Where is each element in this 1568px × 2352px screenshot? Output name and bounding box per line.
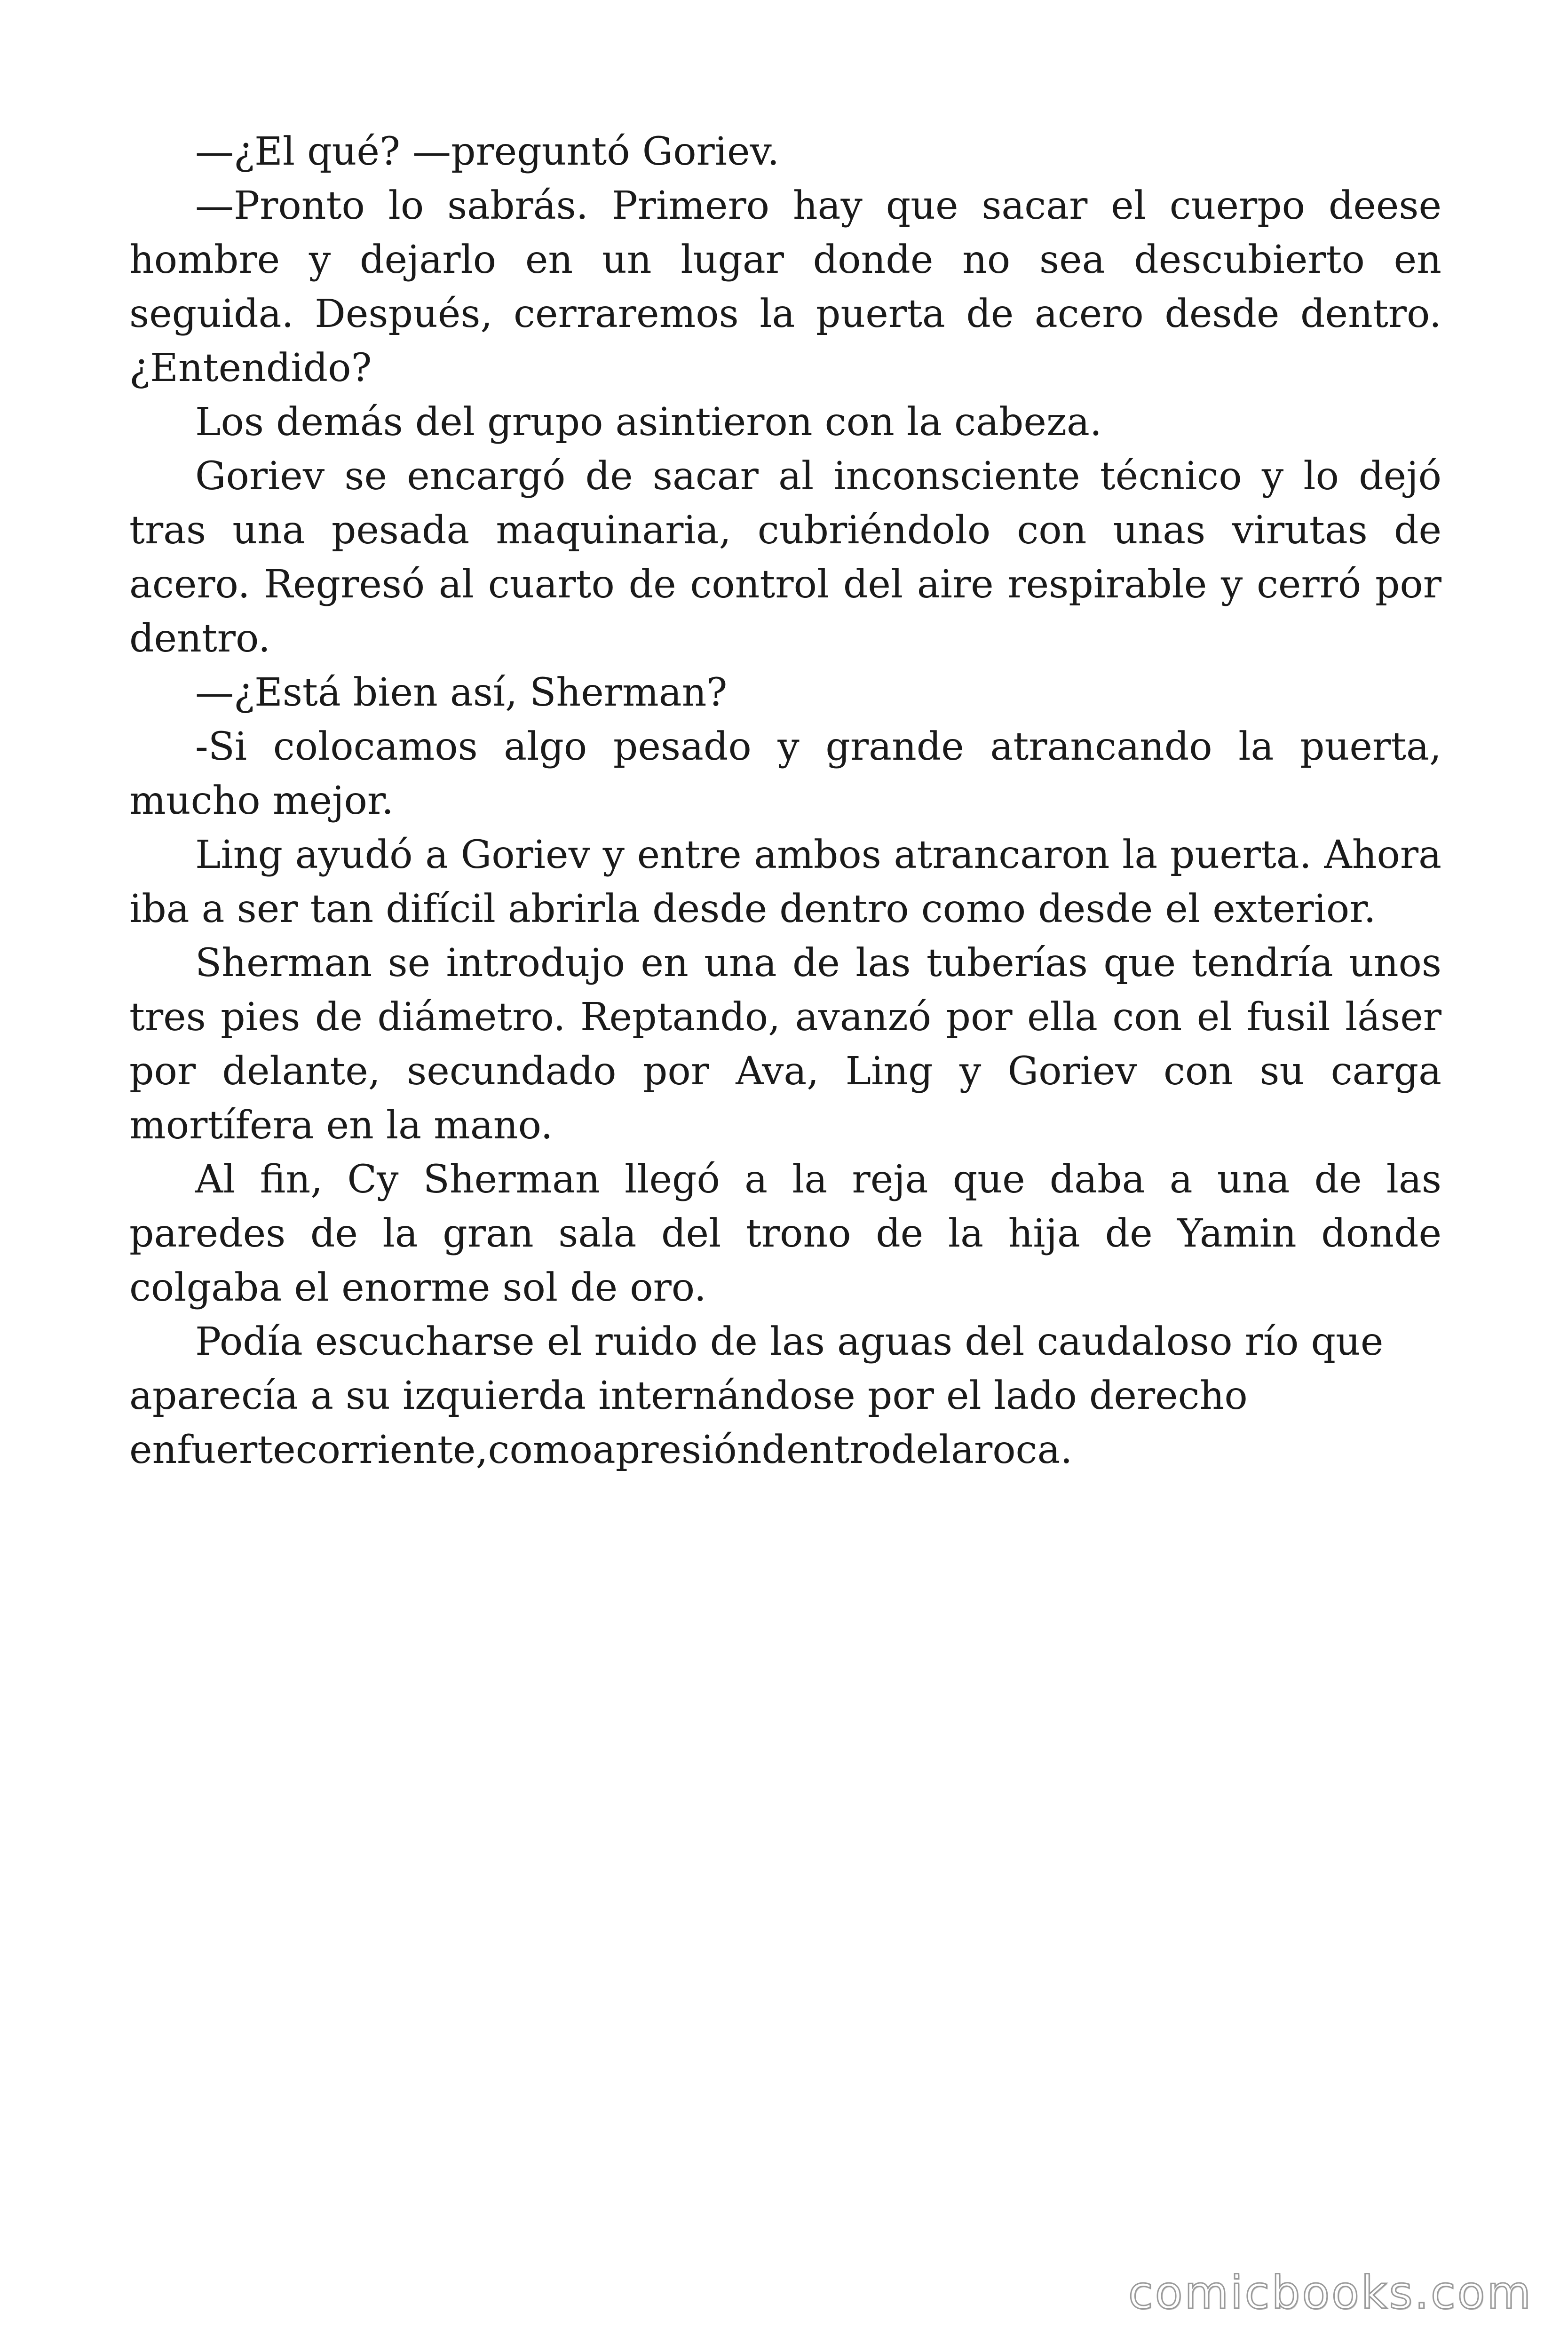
paragraph-9: Al fin, Cy Sherman llegó a la reja que daba a una de las paredes de la gran sala del trono de la hija de Yamin donde colgaba el enorme sol de oro. (129, 1157, 1441, 1310)
paragraph-2: —Pronto lo sabrás. Primero hay que sacar el cuerpo deese hombre y dejarlo en un lugar donde no sea descubierto en seguida. Después, cerraremos la puerta de acero desde dentro. ¿Entendido? (129, 183, 1441, 390)
paragraph-3: Los demás del grupo asintieron con la cabeza. (195, 400, 1102, 445)
paragraph-1: —¿El qué? —preguntó Goriev. (195, 129, 780, 174)
paragraph-4: Goriev se encargó de sacar al inconsciente técnico y lo dejó tras una pesada maquinaria, cubriéndolo con unas virutas de acero. Regresó al cuarto de control del aire respirable y cerró por dentro. (129, 454, 1441, 661)
site-watermark: comicbooks.com (1128, 2266, 1533, 2319)
paragraph-8: Sherman se introdujo en una de las tuberías que tendría unos tres pies de diámetro. Reptando, avanzó por ella con el fusil láser por delante, secundado por Ava, Ling y Goriev con su carga mortífera en la mano. (129, 941, 1441, 1148)
page-body-text (129, 125, 1441, 1477)
paragraph-7: Ling ayudó a Goriev y entre ambos atrancaron la puerta. Ahora iba a ser tan difícil abrirla desde dentro como desde el exterior. (129, 833, 1441, 931)
paragraph-6: -Si colocamos algo pesado y grande atrancando la puerta, mucho mejor. (129, 724, 1441, 823)
paragraph-10: Podía escucharse el ruido de las aguas del caudaloso río que aparecía a su izquierda internándose por el lado derecho enfuertecorriente,comoapresióndentrodelaroca. (129, 1319, 1384, 1472)
paragraph-5: —¿Está bien así, Sherman? (195, 670, 728, 715)
